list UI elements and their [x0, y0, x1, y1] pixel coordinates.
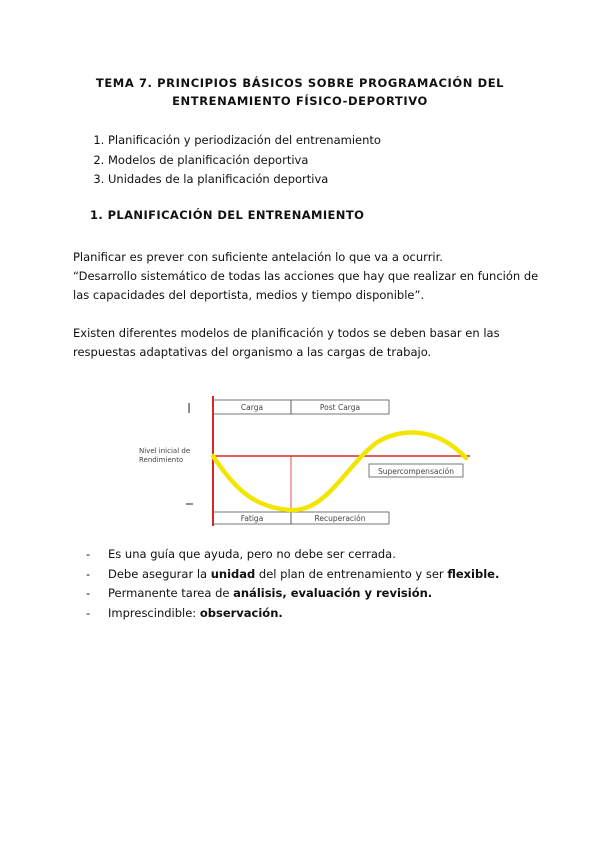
label-supercompensacion: Supercompensación — [377, 467, 455, 476]
toc-item: 2. Modelos de planificación deportiva — [108, 151, 381, 171]
label-fatiga: Fatiga — [240, 514, 264, 523]
list-item: - Es una guía que ayuda, pero no debe ser cerrada. — [86, 545, 499, 565]
paragraph-line: “Desarrollo sistemático de todas las acciones que hay que realizar en función de — [73, 269, 539, 283]
paragraph-line: Planificar es prever con suficiente antelación lo que va a ocurrir. — [73, 250, 443, 264]
paragraph-line: respuestas adaptativas del organismo a las cargas de trabajo. — [73, 345, 432, 359]
label-rendimiento: Rendimiento — [139, 456, 184, 464]
paragraph-line: Existen diferentes modelos de planificación y todos se deben basar en las — [73, 326, 500, 340]
label-nivel-inicial: Nivel inicial de — [139, 447, 191, 455]
document-title-line-1: TEMA 7. PRINCIPIOS BÁSICOS SOBRE PROGRAMACIÓN DEL — [95, 76, 505, 90]
list-item: - Imprescindible: observación. — [86, 604, 499, 624]
label-post-carga: Post Carga — [319, 403, 361, 412]
list-item: - Debe asegurar la unidad del plan de entrenamiento y ser flexible. — [86, 565, 499, 585]
toc-item: 3. Unidades de la planificación deportiva — [108, 170, 381, 190]
paragraph-models — [73, 324, 543, 362]
list-item: - Permanente tarea de análisis, evaluación y revisión. — [86, 584, 499, 604]
paragraph-definition — [73, 248, 543, 305]
paragraph-line: las capacidades del deportista, medios y tiempo disponible”. — [73, 288, 425, 302]
toc-item: 1. Planificación y periodización del entrenamiento — [108, 131, 381, 151]
section-heading: 1. PLANIFICACIÓN DEL ENTRENAMIENTO — [90, 208, 365, 222]
label-recuperacion: Recuperación — [314, 514, 366, 523]
table-of-contents — [88, 131, 381, 190]
supercompensation-diagram — [138, 396, 474, 526]
label-carga: Carga — [240, 403, 264, 412]
document-title-line-2: ENTRENAMIENTO FÍSICO-DEPORTIVO — [172, 94, 428, 108]
key-points-list — [86, 545, 499, 623]
